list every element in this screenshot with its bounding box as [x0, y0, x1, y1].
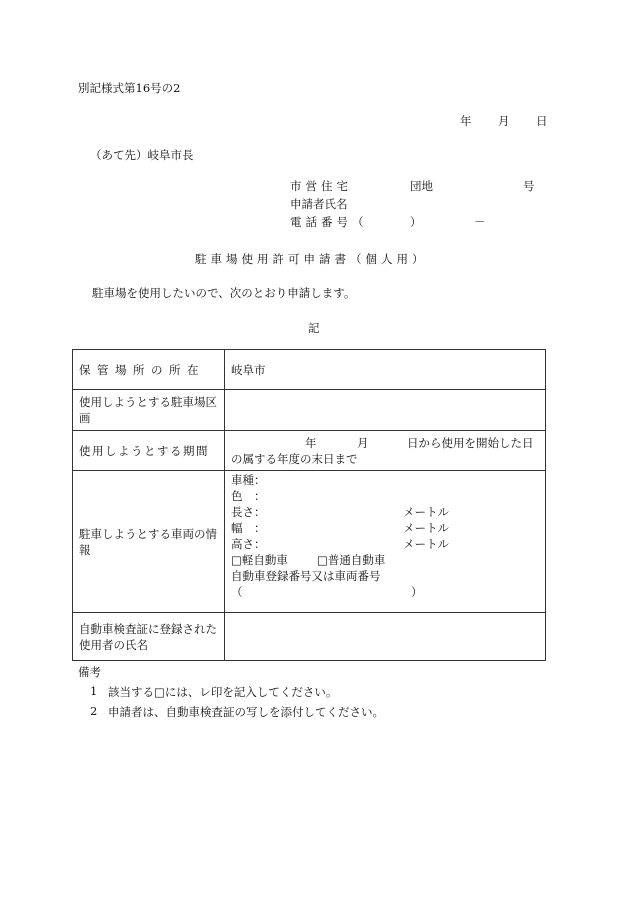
date-day-label: 日	[536, 114, 548, 128]
note-item-1-number: 1	[90, 684, 98, 698]
date-month-label: 月	[498, 114, 510, 128]
period-year: 年	[305, 435, 317, 450]
period-line-2: の属する年度の末日まで	[231, 451, 358, 466]
location-label: 保管場所の所在	[79, 362, 205, 377]
kei-checkbox[interactable]: □軽自動車	[231, 553, 288, 567]
complex-label: 団地	[410, 179, 433, 193]
intro-text: 駐車場を使用したいので、次のとおり申請します。	[92, 286, 356, 300]
vehicle-info-cell[interactable]	[225, 471, 546, 613]
vehicle-label-cell	[73, 471, 225, 613]
notes-heading: 備考	[78, 665, 101, 679]
futsu-checkbox[interactable]: □普通自動車	[317, 553, 386, 567]
table-row	[73, 431, 546, 471]
note-item-1-text: 該当する□には、レ印を記入してください。	[108, 685, 338, 699]
registration-line	[231, 568, 539, 584]
phone-close-paren: ）	[410, 215, 422, 229]
lot-label-cell	[73, 390, 225, 431]
vehicle-length-label: 長さ：	[231, 505, 266, 519]
period-label: 使用しようとする期間	[79, 443, 209, 458]
vehicle-type-label: 車種：	[231, 473, 266, 487]
table-row	[73, 471, 546, 613]
number-label: 号	[523, 179, 535, 193]
period-value-cell[interactable]	[225, 431, 546, 471]
location-value-cell[interactable]	[225, 350, 546, 390]
period-text-1: 日から使用を開始した日	[407, 435, 534, 450]
ki-marker: 記	[308, 321, 320, 335]
vehicle-length-line	[231, 504, 539, 520]
addressee: （あて先）岐阜市長	[90, 148, 194, 162]
form-number: 別記様式第16号の2	[78, 81, 181, 95]
vehicle-type-line	[231, 472, 539, 488]
table-row	[73, 390, 546, 431]
vehicle-width-line	[231, 520, 539, 536]
height-unit: メートル	[403, 537, 449, 551]
table-row	[73, 613, 546, 661]
vehicle-width-label: 幅 ：	[231, 521, 266, 535]
period-label-cell	[73, 431, 225, 471]
note-item-2-number: 2	[90, 704, 98, 718]
registration-label: 自動車登録番号又は車両番号	[231, 569, 381, 583]
document-title: 駐車場使用許可申請書（個人用）	[195, 252, 428, 266]
phone-dash: －	[474, 215, 486, 229]
application-table	[72, 349, 546, 661]
vehicle-class-line	[231, 552, 539, 568]
vehicle-color-line	[231, 488, 539, 504]
housing-label: 市営住宅	[290, 179, 352, 193]
owner-label: 自動車検査証に登録された使用者の氏名	[79, 621, 217, 652]
width-unit: メートル	[403, 521, 449, 535]
lot-value-cell[interactable]	[225, 390, 546, 431]
location-label-cell	[73, 350, 225, 390]
registration-open-paren: （	[231, 585, 243, 599]
phone-label: 電話番号（	[290, 215, 368, 229]
lot-label: 使用しようとする駐車場区画	[79, 395, 217, 425]
applicant-name-label: 申請者氏名	[290, 197, 348, 211]
date-year-label: 年	[460, 114, 472, 128]
vehicle-label: 駐車しようとする車両の情報	[79, 526, 217, 557]
vehicle-height-line	[231, 536, 539, 552]
period-line-1	[231, 435, 539, 451]
vehicle-color-label: 色 ：	[231, 489, 266, 503]
table-row	[73, 350, 546, 390]
registration-paren-line	[231, 584, 539, 600]
registration-close-paren: ）	[411, 585, 423, 599]
length-unit: メートル	[403, 505, 449, 519]
owner-label-cell	[73, 613, 225, 661]
owner-value-cell[interactable]	[225, 613, 546, 661]
period-month: 月	[357, 435, 369, 450]
note-item-2-text: 申請者は、自動車検査証の写しを添付してください。	[108, 705, 384, 719]
location-value: 岐阜市	[231, 362, 266, 377]
vehicle-height-label: 高さ：	[231, 537, 266, 551]
